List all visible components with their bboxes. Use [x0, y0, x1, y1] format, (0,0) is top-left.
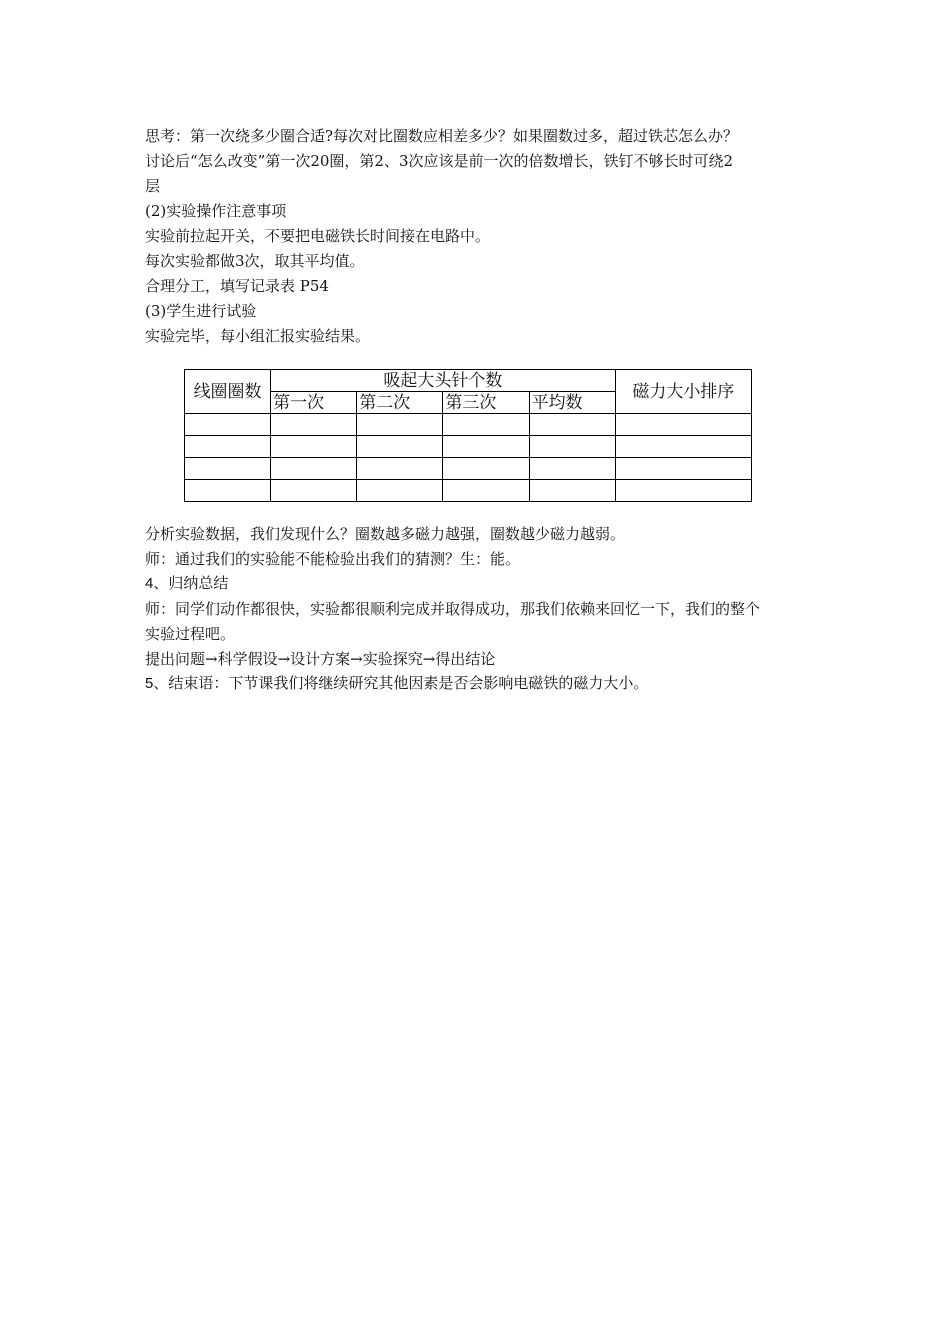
table-cell[interactable] — [443, 480, 529, 502]
table-cell[interactable] — [615, 458, 751, 480]
section-2-heading: (2)实验操作注意事项 — [145, 202, 287, 220]
table-cell[interactable] — [357, 458, 443, 480]
table-cell[interactable] — [443, 458, 529, 480]
table-cell[interactable] — [615, 414, 751, 436]
record-table — [184, 369, 752, 502]
table-cell[interactable] — [185, 414, 271, 436]
table-cell[interactable] — [443, 414, 529, 436]
section-4-heading: 4、归纳总结 — [145, 575, 229, 592]
table-row — [185, 414, 752, 436]
table-cell[interactable] — [271, 458, 357, 480]
header-coils: 线圈圈数 — [185, 370, 271, 414]
note-switch: 实验前拉起开关，不要把电磁铁长时间接在电路中。 — [145, 227, 491, 245]
table-cell[interactable] — [271, 436, 357, 458]
table-cell[interactable] — [529, 436, 615, 458]
table-row — [185, 480, 752, 502]
thinking-question: 思考：第一次绕多少圈合适?每次对比圈数应相差多少？如果圈数过多，超过铁芯怎么办？ — [145, 127, 739, 145]
process-flow: 提出问题→科学假设→设计方案→实验探究→得出结论 — [145, 650, 496, 668]
table-cell[interactable] — [357, 436, 443, 458]
teacher-summary: 师：同学们动作都很快，实验都很顺利完成并取得成功，那我们依赖来回忆一下，我们的整个 — [145, 600, 761, 618]
note-repeat: 每次实验都做3次，取其平均值。 — [145, 252, 365, 270]
subheader-average: 平均数 — [529, 392, 615, 414]
discussion-line-cont: 层 — [145, 177, 161, 195]
table-cell[interactable] — [357, 480, 443, 502]
analysis-line: 分析实验数据，我们发现什么？圈数越多磁力越强，圈数越少磁力越弱。 — [145, 525, 626, 543]
table-cell[interactable] — [529, 458, 615, 480]
header-magnetic-rank: 磁力大小排序 — [615, 370, 751, 414]
table-cell[interactable] — [529, 480, 615, 502]
table-cell[interactable] — [443, 436, 529, 458]
table-row — [185, 458, 752, 480]
table-cell[interactable] — [185, 436, 271, 458]
section-3-heading: (3)学生进行试验 — [145, 302, 257, 320]
table-cell[interactable] — [271, 480, 357, 502]
table-cell[interactable] — [529, 414, 615, 436]
table-cell[interactable] — [271, 414, 357, 436]
note-division: 合理分工，填写记录表 P54 — [145, 277, 329, 295]
table-cell[interactable] — [615, 436, 751, 458]
subheader-trial-1: 第一次 — [271, 392, 357, 414]
table-row — [185, 436, 752, 458]
table-cell[interactable] — [185, 458, 271, 480]
table-cell[interactable] — [185, 480, 271, 502]
table-cell[interactable] — [357, 414, 443, 436]
teacher-summary-cont: 实验过程吧。 — [145, 625, 236, 643]
table-cell[interactable] — [615, 480, 751, 502]
report-line: 实验完毕，每小组汇报实验结果。 — [145, 327, 371, 345]
subheader-trial-2: 第二次 — [357, 392, 443, 414]
teacher-question: 师：通过我们的实验能不能检验出我们的猜测？生：能。 — [145, 550, 521, 568]
subheader-trial-3: 第三次 — [443, 392, 529, 414]
discussion-line: 讨论后“怎么改变”第一次20圈，第2、3次应该是前一次的倍数增长，铁钉不够长时可绕2 — [145, 152, 734, 170]
header-pins-attracted: 吸起大头针个数 — [271, 370, 616, 392]
section-5-closing: 5、结束语：下节课我们将继续研究其他因素是否会影响电磁铁的磁力大小。 — [145, 675, 649, 692]
